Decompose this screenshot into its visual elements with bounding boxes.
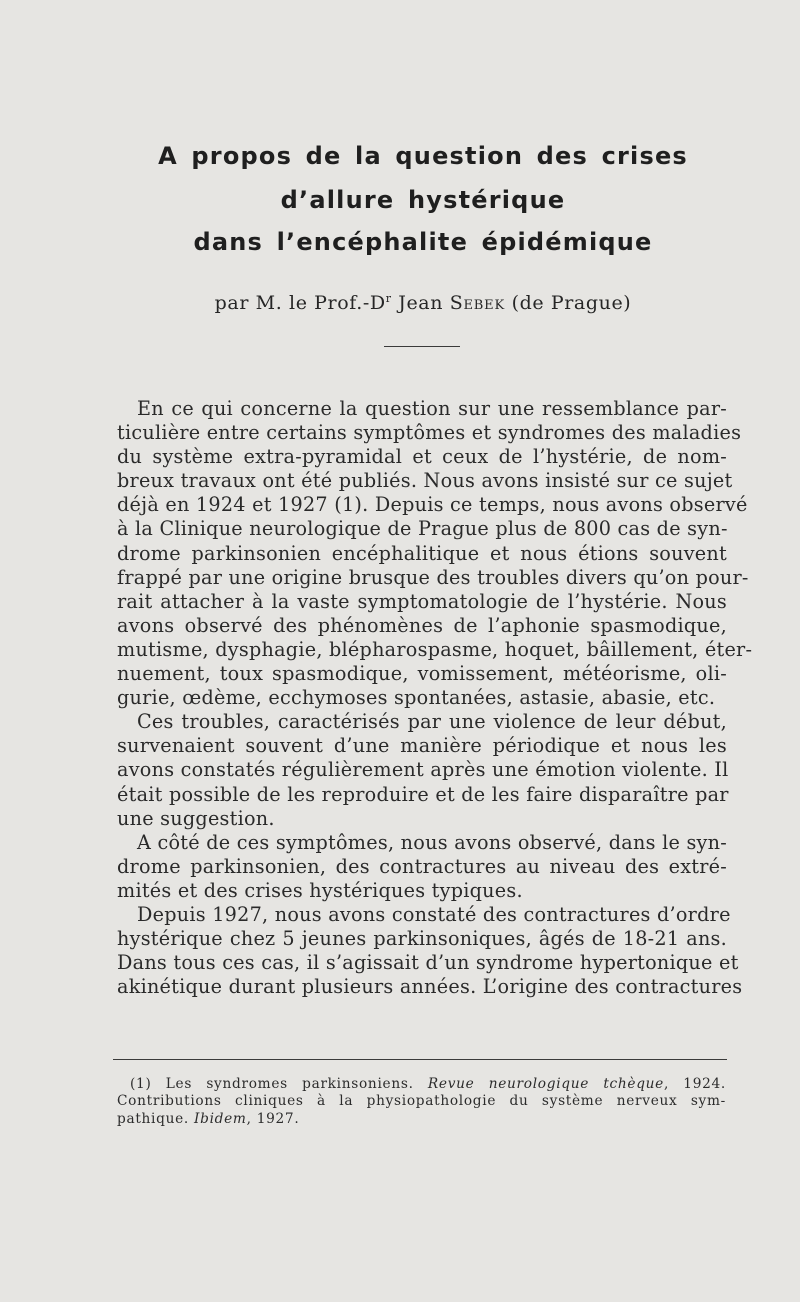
title-line-3: dans l’encéphalite épidémique (193, 228, 653, 256)
body-line: Dans tous ces cas, il s’agissait d’un syndrome hypertonique et (117, 951, 739, 975)
body-line: gurie, œdème, ecchymoses spontanées, astasie, abasie, etc. (117, 686, 716, 710)
body-line: était possible de les reproduire et de les faire disparaître par (117, 782, 729, 806)
body-line: drome parkinsonien encéphalitique et nous étions souvent (117, 541, 727, 565)
footnote-line (117, 1111, 726, 1128)
byline-superscript: r (385, 292, 392, 305)
body-line: Depuis 1927, nous avons constaté des contractures d’ordre (137, 902, 731, 926)
body-line: akinétique durant plusieurs années. L’origine des contractures (117, 975, 743, 999)
title-line-1: A propos de la question des crises (158, 142, 688, 170)
footnote-separator-rule (113, 1059, 727, 1060)
footnote-text: pathique. (117, 1110, 194, 1127)
body-line: En ce qui concerne la question sur une ressemblance par- (137, 397, 727, 420)
body-line: du système extra-pyramidal et ceux de l’hystérie, de nom- (117, 445, 727, 469)
byline-suffix: (de Prague) (504, 292, 632, 314)
body-line: rait attacher à la vaste symptomatologie de l’hystérie. Nous (117, 589, 727, 613)
body-line: hystérique chez 5 jeunes parkinsoniques, âgés de 18-21 ans. (117, 927, 727, 951)
body-line: avons constatés régulièrement après une émotion violente. Il (117, 758, 729, 782)
author-first-name: Jean (391, 292, 450, 314)
body-line: breux travaux ont été publiés. Nous avons insisté sur ce sujet (117, 469, 733, 493)
footnote-journal-title: Revue neurologique tchèque (427, 1076, 664, 1092)
body-line: survenaient souvent d’une manière périodique et nous les (117, 734, 727, 758)
body-text (117, 397, 753, 999)
body-line: ticulière entre certains symptômes et syndromes des maladies (117, 421, 742, 445)
footnote (117, 1076, 726, 1128)
title-separator-rule (384, 346, 460, 347)
body-line: A côté de ces symptômes, nous avons observé, dans le syn- (137, 830, 727, 854)
body-line: frappé par une origine brusque des troubles divers qu’on pour- (117, 565, 749, 589)
body-line: mités et des crises hystériques typiques. (117, 878, 523, 902)
body-line: déjà en 1924 et 1927 (1). Depuis ce temps, nous avons observé (117, 493, 748, 517)
body-line: Ces troubles, caractérisés par une violence de leur début, (137, 710, 727, 734)
title-line-2: d’allure hystérique (280, 186, 566, 214)
footnote-line: Contributions cliniques à la physiopathologie du système nerveux sym- (117, 1093, 726, 1110)
body-line: mutisme, dysphagie, blépharospasme, hoquet, bâillement, éter- (117, 637, 753, 661)
footnote-ibidem: Ibidem (194, 1110, 247, 1127)
footnote-text: , 1924. (663, 1076, 726, 1092)
author-surname: Sebek (449, 292, 505, 314)
author-byline (0, 284, 800, 318)
footnote-text: (1) Les syndromes parkinsoniens. (130, 1076, 428, 1092)
body-line: avons observé des phénomènes de l’aphonie spasmodique, (117, 613, 727, 637)
byline-prefix: par M. le Prof.-D (214, 292, 386, 314)
footnote-text: , 1927. (246, 1110, 300, 1127)
body-line: à la Clinique neurologique de Prague plus de 800 cas de syn- (117, 517, 728, 541)
body-line: une suggestion. (117, 806, 275, 830)
body-line: nuement, toux spasmodique, vomissement, météorisme, oli- (117, 662, 727, 686)
footnote-line (130, 1076, 726, 1093)
body-line: drome parkinsonien, des contractures au niveau des extré- (117, 854, 727, 878)
